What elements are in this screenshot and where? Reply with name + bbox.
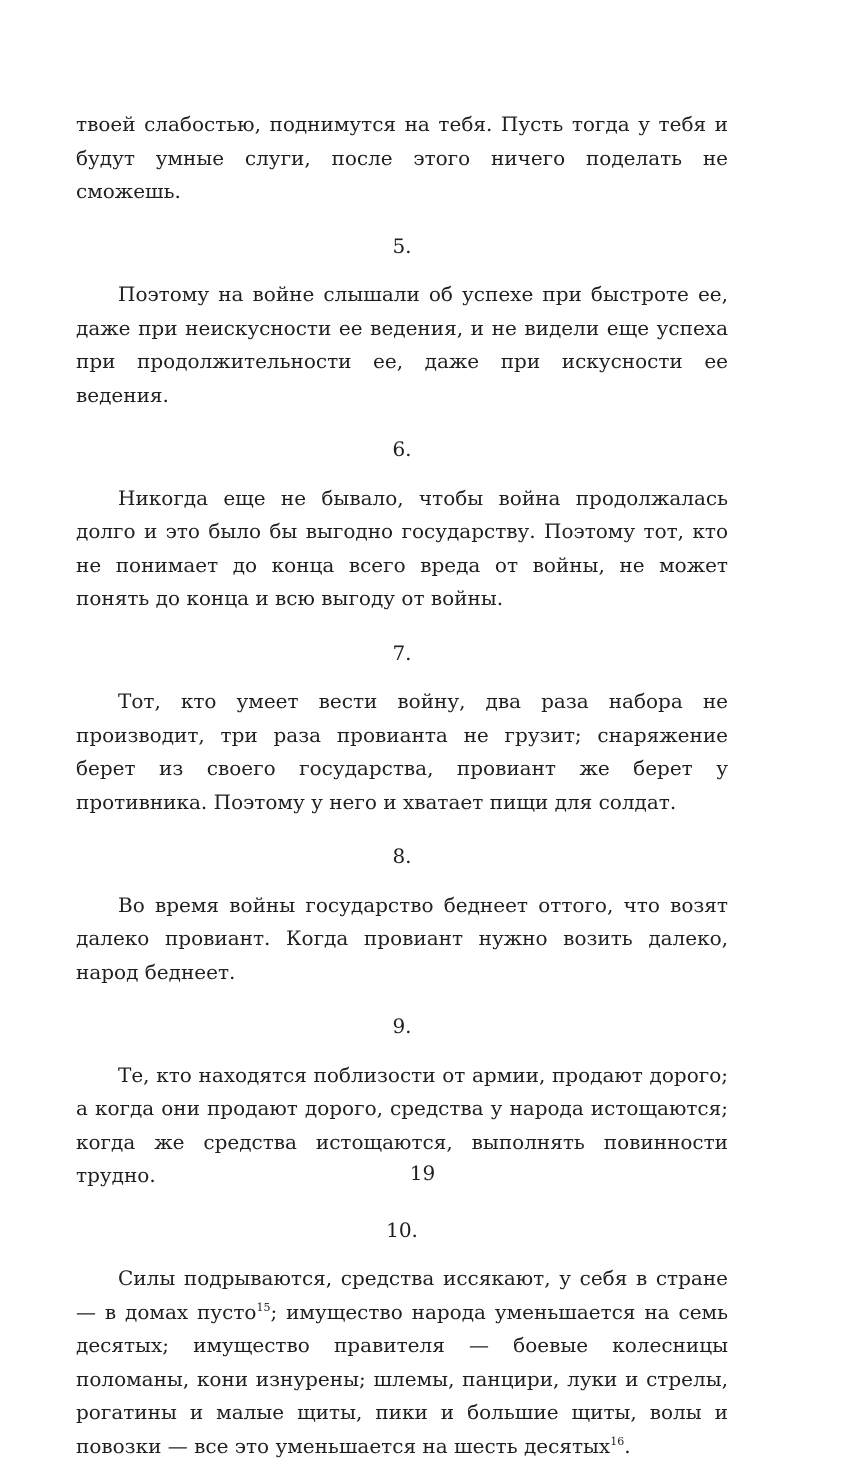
section-number-8: 8. (392, 844, 412, 868)
section-8-paragraph: Во время войны государство беднеет оттого, что возят далеко провиант. Когда провиант нужно возить далеко, народ беднеет. (76, 892, 728, 984)
section-number-9: 9. (392, 1014, 412, 1038)
section-number-5: 5. (392, 233, 412, 258)
section-6-paragraph: Никогда еще не бывало, чтобы война продолжалась долго и это было бы выгодно государству. Поэтому тот, кто не понимает до конца всего вреда от войны, не может понять до конца и всю выгоду от войны. (76, 485, 728, 610)
section-number-7: 7. (392, 640, 412, 665)
section-7-paragraph: Тот, кто умеет вести войну, два раза набора не производит, три раза провианта не грузит; снаряжение берет из своего государства, провиант же берет у противника. Поэтому у него и хватает пищи для солдат. (76, 689, 728, 814)
continuation-paragraph: твоей слабостью, поднимутся на тебя. Пусть тогда у тебя и будут умные слуги, после этого ничего поделать не сможешь. (76, 112, 728, 203)
section-10-paragraph (76, 1262, 728, 1463)
section-10-text-part2: ; имущество народа уменьшается на семь десятых; имущество правителя — боевые колесницы поломаны, кони изнурены; шлемы, панцири, луки и стрелы, рогатины и малые щиты, пики и большие щиты, волы и повозки — все это уменьшается на шесть десятых (76, 1299, 728, 1458)
section-number-10: 10. (386, 1217, 418, 1242)
section-5-paragraph: Поэтому на войне слышали об успехе при быстроте ее, даже при неискусности ее ведения, и не видели еще успеха при продолжительности ее, даже при искусности ее ведения. (76, 282, 728, 407)
book-page (76, 108, 728, 1463)
section-10-text-part1: Силы подрываются, средства иссякают, у себя в стране — в домах пусто (76, 1266, 728, 1324)
footnote-marker-15[interactable]: 15 (256, 1300, 271, 1314)
section-10-text-part3: . (624, 1433, 631, 1458)
footnote-marker-16[interactable]: 16 (610, 1434, 625, 1448)
page-number: 19 (409, 1161, 436, 1185)
section-9-paragraph: Те, кто находятся поблизости от армии, продают дорого; а когда они продают дорого, средства у народа истощаются; когда же средства истощаются, выполнять повинности трудно. (76, 1062, 728, 1187)
section-number-6: 6. (392, 437, 412, 461)
